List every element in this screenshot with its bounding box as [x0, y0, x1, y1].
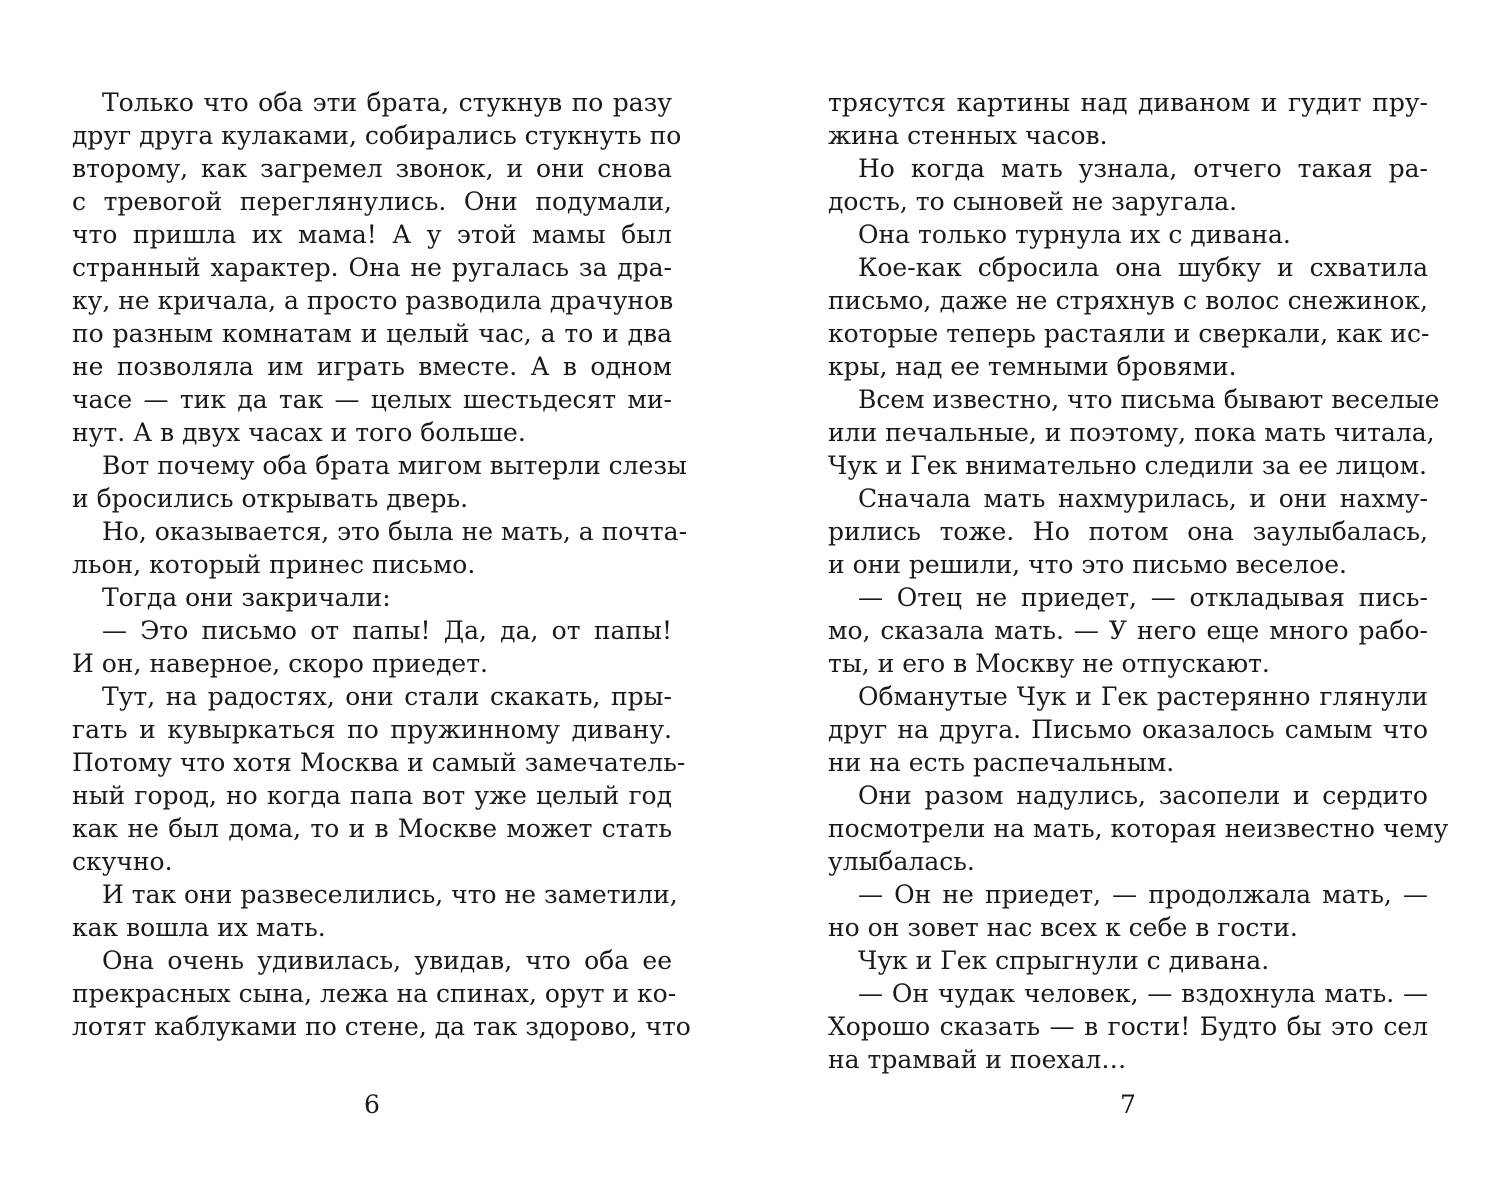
text-line: — Это письмо от папы! Да, да, от папы! — [102, 616, 672, 645]
text-line: что пришла их мама! А у этой мамы был — [72, 220, 672, 249]
text-line: но он зовет нас всех к себе в гости. — [828, 913, 1298, 942]
text-line: Потому что хотя Москва и самый замечатель- — [72, 748, 686, 777]
text-line: Хорошо сказать — в гости! Будто бы это сел — [828, 1012, 1428, 1041]
text-line: И он, наверное, скоро приедет. — [72, 649, 488, 678]
text-line: Она очень удивилась, увидав, что оба ее — [102, 946, 672, 975]
text-line: Тут, на радостях, они стали скакать, пры- — [102, 682, 672, 711]
text-line: на трамвай и поехал… — [828, 1045, 1127, 1074]
text-line: Только что оба эти брата, стукнув по разу — [102, 88, 672, 117]
text-line: Чук и Гек внимательно следили за ее лицом. — [828, 451, 1427, 480]
text-line: ты, и его в Москву не отпускают. — [828, 649, 1270, 678]
page-number-left: 6 — [364, 1090, 380, 1119]
text-line: как не был дома, то и в Москве может стать — [72, 814, 672, 843]
text-line: нут. А в двух часах и того больше. — [72, 418, 526, 447]
text-line: друг друга кулаками, собирались стукнуть по — [72, 121, 682, 150]
text-line: кры, над ее темными бровями. — [828, 352, 1237, 381]
text-line: письмо, даже не стряхнув с волос снежинок, — [828, 286, 1428, 315]
text-line: лотят каблуками по стене, да так здорово, что — [72, 1012, 691, 1041]
text-line: и они решили, что это письмо веселое. — [828, 550, 1347, 579]
text-line: или печальные, и поэтому, пока мать читала, — [828, 418, 1435, 447]
text-line: не позволяла им играть вместе. А в одном — [72, 352, 672, 381]
text-line: — Он чудак человек, — вздохнула мать. — — [858, 979, 1428, 1008]
left-page — [72, 86, 691, 1043]
text-line: рились тоже. Но потом она заулыбалась, — [828, 517, 1428, 546]
page-number-right: 7 — [1120, 1090, 1136, 1119]
text-line: — Он не приедет, — продолжала мать, — — [858, 880, 1428, 909]
text-line: друг на друга. Письмо оказалось самым что — [828, 715, 1428, 744]
text-line: Кое-как сбросила она шубку и схватила — [858, 253, 1428, 282]
text-line: Сначала мать нахмурилась, и они нахму- — [858, 484, 1428, 513]
text-line: трясутся картины над диваном и гудит пру- — [828, 88, 1428, 117]
text-line: Они разом надулись, засопели и сердито — [858, 781, 1428, 810]
text-line: Тогда они закричали: — [102, 583, 391, 612]
text-line: которые теперь растаяли и сверкали, как ис- — [828, 319, 1430, 348]
text-line: Но, оказывается, это была не мать, а почта- — [102, 517, 688, 546]
text-line: Она только турнула их с дивана. — [858, 220, 1291, 249]
text-line: ный город, но когда папа вот уже целый год — [72, 781, 672, 810]
text-line: Вот почему оба брата мигом вытерли слезы — [102, 451, 687, 480]
text-line: посмотрели на мать, которая неизвестно чему — [828, 814, 1449, 843]
text-line: прекрасных сына, лежа на спинах, орут и ко- — [72, 979, 677, 1008]
text-line: часе — тик да так — целых шестьдесят ми- — [72, 385, 672, 414]
text-line: странный характер. Она не ругалась за дра- — [72, 253, 672, 282]
text-line: Чук и Гек спрыгнули с дивана. — [858, 946, 1270, 975]
text-line: по разным комнатам и целый час, а то и два — [72, 319, 672, 348]
text-line: Обманутые Чук и Гек растерянно глянули — [858, 682, 1428, 711]
text-line: и бросились открывать дверь. — [72, 484, 469, 513]
text-line: льон, который принес письмо. — [72, 550, 476, 579]
text-line: дость, то сыновей не заругала. — [828, 187, 1238, 216]
text-line: ку, не кричала, а просто разводила драчунов — [72, 286, 674, 315]
text-line: жина стенных часов. — [828, 121, 1108, 150]
text-line: с тревогой переглянулись. Они подумали, — [72, 187, 672, 216]
text-line: И так они развеселились, что не заметили, — [102, 880, 678, 909]
text-line: Но когда мать узнала, отчего такая ра- — [858, 154, 1428, 183]
right-page — [828, 86, 1449, 1076]
text-line: — Отец не приедет, — откладывая пись- — [858, 583, 1428, 612]
text-line: мо, сказала мать. — У него еще много рабо- — [828, 616, 1428, 645]
text-line: как вошла их мать. — [72, 913, 326, 942]
text-line: скучно. — [72, 847, 173, 876]
text-line: Всем известно, что письма бывают веселые — [858, 385, 1440, 414]
text-line: улыбалась. — [828, 847, 975, 876]
text-line: ни на есть распечальным. — [828, 748, 1175, 777]
text-line: гать и кувыркаться по пружинному дивану. — [72, 715, 672, 744]
text-line: второму, как загремел звонок, и они снова — [72, 154, 672, 183]
